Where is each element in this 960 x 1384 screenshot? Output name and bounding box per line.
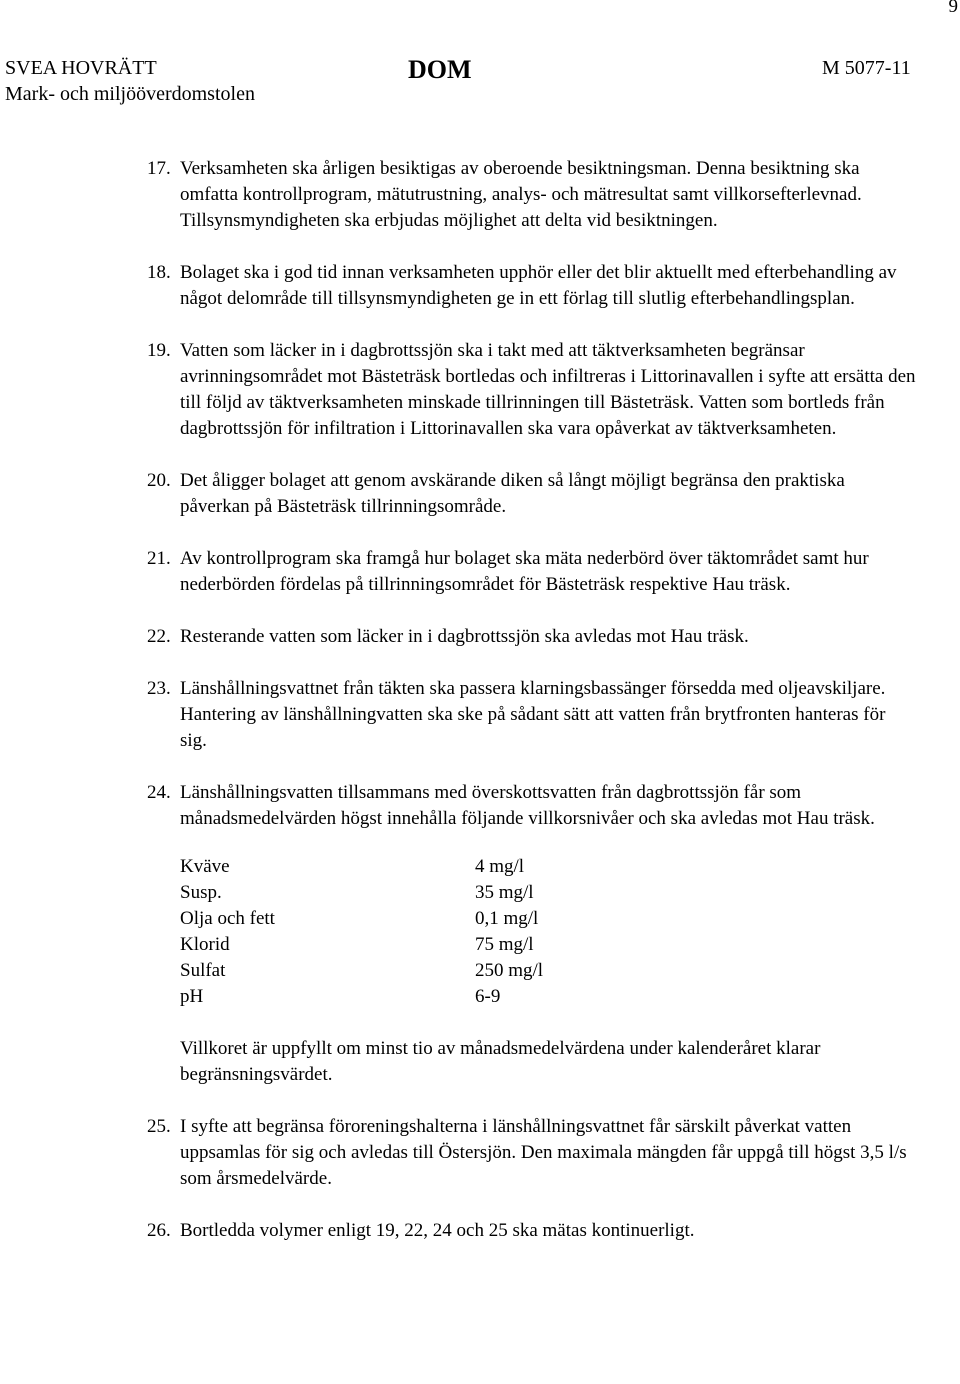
conditions-list (147, 156, 917, 1270)
limits-row (180, 854, 543, 880)
condition-number: 25. (147, 1116, 171, 1137)
limit-parameter: Kväve (180, 856, 230, 877)
condition-number: 18. (147, 262, 171, 283)
limits-row (180, 984, 543, 1010)
condition-item (147, 546, 917, 598)
condition-item (147, 780, 917, 1088)
condition-number: 19. (147, 340, 171, 361)
condition-number: 23. (147, 678, 171, 699)
condition-item (147, 624, 917, 650)
condition-text: Resterande vatten som läcker in i dagbrottssjön ska avledas mot Hau träsk. (180, 626, 749, 647)
condition-text: Av kontrollprogram ska framgå hur bolaget ska mäta nederbörd över täktområdet samt hur nederbörden fördelas på tillrinningsområdet för Bästeträsk respektive Hau träsk. (180, 548, 869, 595)
limit-parameter: Klorid (180, 934, 230, 955)
condition-text: Vatten som läcker in i dagbrottssjön ska i takt med att täktverksamheten begränsar avrinningsområdet mot Bästeträsk bortledas och infiltreras i Littorinavallen i syfte att ersätta den till följd av täktverksamheten minskade tillrinningen till Bästeträsk. Vatten som bortleds från dagbrottssjön för infiltration i Littorinavallen ska vara opåverkat av täktverksamheten. (180, 340, 916, 439)
limits-row (180, 880, 543, 906)
condition-number: 22. (147, 626, 171, 647)
condition-item (147, 1114, 917, 1192)
condition-text: Länshållningsvattnet från täkten ska passera klarningsbassänger försedda med oljeavskiljare. Hantering av länshållningvatten ska ske på sådant sätt att vatten från brytfronten hanteras för sig. (180, 678, 886, 751)
limit-value: 6-9 (475, 986, 501, 1007)
case-number: M 5077-11 (822, 57, 911, 79)
header-court-block (5, 55, 255, 107)
condition-number: 17. (147, 158, 171, 179)
condition-text: I syfte att begränsa föroreningshalterna i länshållningsvattnet får särskilt påverkat vatten uppsamlas för sig och avledas till Östersjön. Den maximala mängden får uppgå till högst 3,5 l/s som årsmedelvärde. (180, 1116, 907, 1189)
limit-value: 35 mg/l (475, 882, 534, 903)
limits-note: Villkoret är uppfyllt om minst tio av månadsmedelvärdena under kalenderåret klarar begränsningsvärdet. (180, 1038, 821, 1085)
limit-parameter: Susp. (180, 882, 222, 903)
condition-item (147, 468, 917, 520)
condition-number: 26. (147, 1220, 171, 1241)
condition-number: 24. (147, 782, 171, 803)
condition-number: 20. (147, 470, 171, 491)
document-type: DOM (408, 55, 472, 84)
condition-item (147, 1218, 917, 1244)
limit-parameter: Olja och fett (180, 908, 275, 929)
limits-table (180, 854, 543, 1010)
condition-item (147, 676, 917, 754)
limits-row (180, 958, 543, 984)
limit-parameter: Sulfat (180, 960, 226, 981)
condition-text: Bolaget ska i god tid innan verksamheten upphör eller det blir aktuellt med efterbehandling av något delområde till tillsynsmyndigheten ge in ett förlag till slutlig efterbehandlingsplan. (180, 262, 897, 309)
limit-parameter: pH (180, 986, 204, 1007)
condition-text: Bortledda volymer enligt 19, 22, 24 och 25 ska mätas kontinuerligt. (180, 1220, 695, 1241)
condition-item (147, 338, 917, 442)
condition-text: Verksamheten ska årligen besiktigas av oberoende besiktningsman. Denna besiktning ska omfatta kontrollprogram, mätutrustning, analys- och mätresultat samt villkorsefterlevnad. Tillsynsmyndigheten ska erbjudas möjlighet att delta vid besiktningen. (180, 158, 862, 231)
limits-row (180, 906, 543, 932)
limit-value: 250 mg/l (475, 960, 544, 981)
condition-text: Det åligger bolaget att genom avskärande diken så långt möjligt begränsa den praktiska påverkan på Bästeträsk tillrinningsområde. (180, 470, 845, 517)
condition-text: Länshållningsvatten tillsammans med överskottsvatten från dagbrottssjön får som månadsmedelvärden högst innehålla följande villkorsnivåer och ska avledas mot Hau träsk. (180, 782, 875, 829)
condition-number: 21. (147, 548, 171, 569)
limits-row (180, 932, 543, 958)
condition-item (147, 156, 917, 234)
limit-value: 0,1 mg/l (475, 908, 539, 929)
court-division: Mark- och miljööverdomstolen (5, 83, 255, 105)
limit-value: 4 mg/l (475, 856, 525, 877)
limit-value: 75 mg/l (475, 934, 534, 955)
page-number: 9 (948, 0, 958, 17)
condition-item (147, 260, 917, 312)
court-name: SVEA HOVRÄTT (5, 57, 157, 79)
